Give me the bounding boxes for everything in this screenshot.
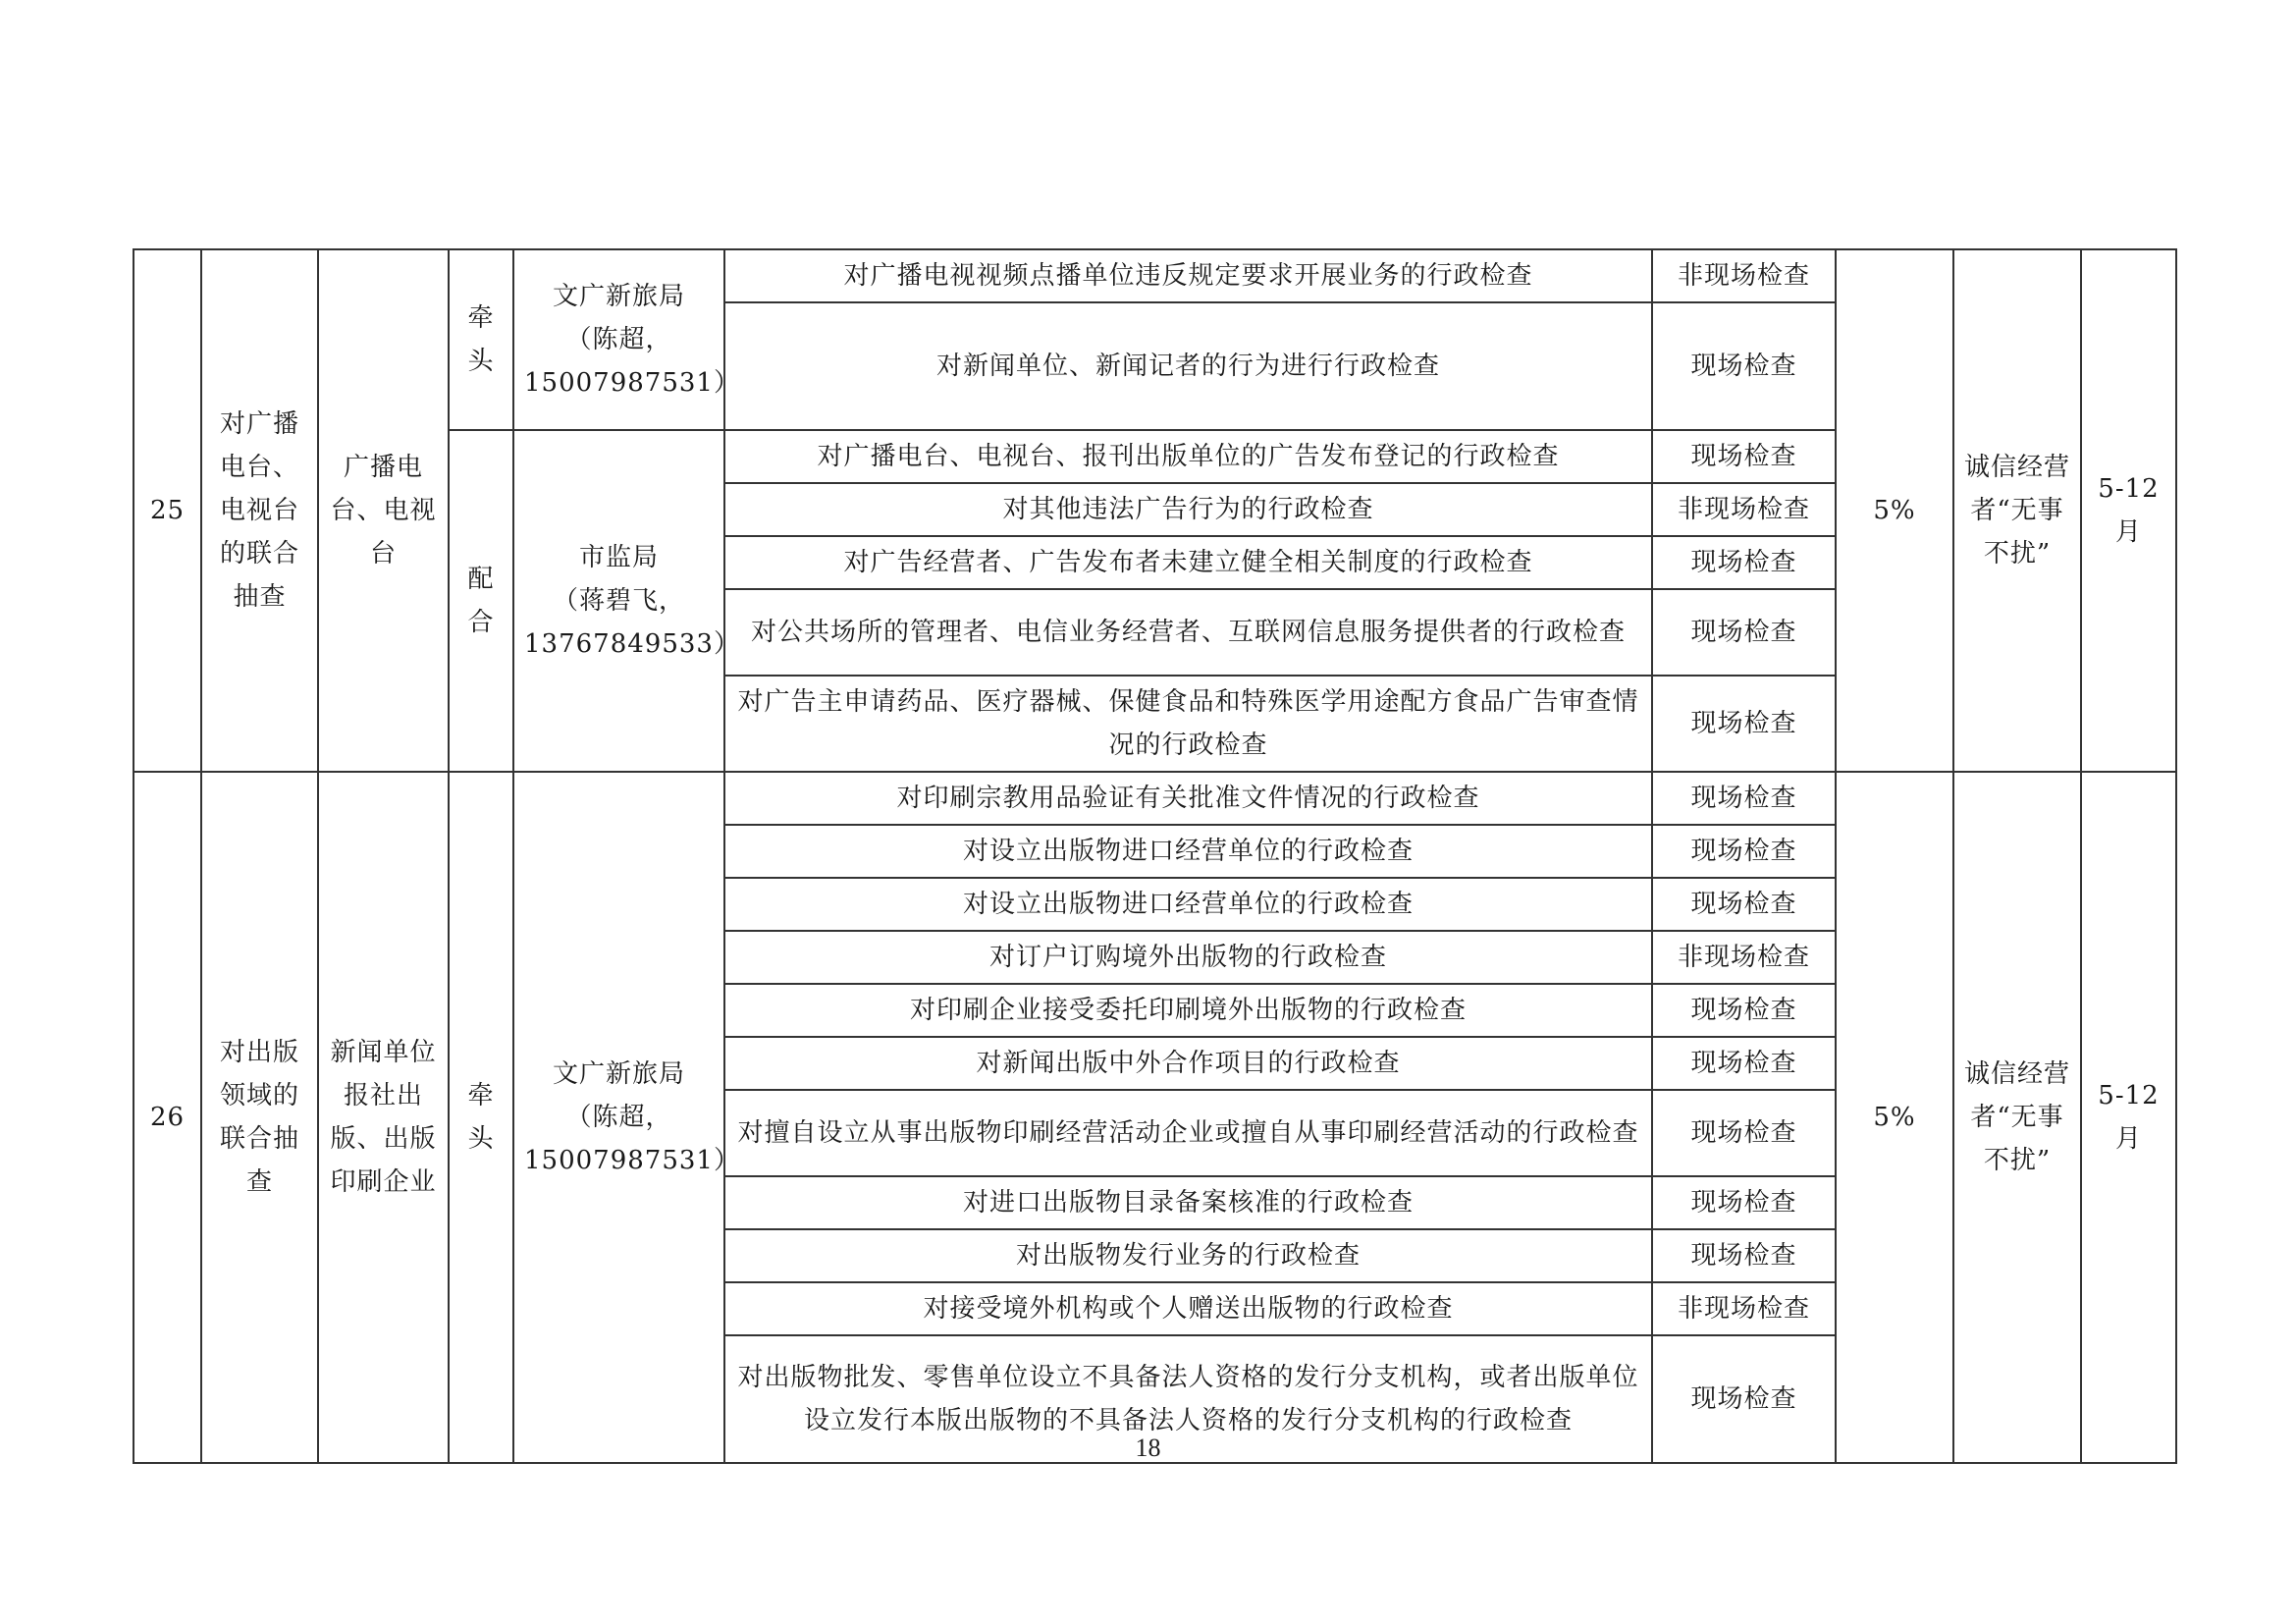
inspection-item: 对设立出版物进口经营单位的行政检查 (724, 878, 1652, 931)
inspection-target: 新闻单位报社出版、出版印刷企业 (318, 772, 449, 1463)
inspection-item: 对出版物批发、零售单位设立不具备法人资格的发行分支机构，或者出版单位设立发行本版出版物的不具备法人资格的发行分支机构的行政检查 (724, 1335, 1652, 1463)
inspection-item: 对接受境外机构或个人赠送出版物的行政检查 (724, 1282, 1652, 1335)
department (513, 249, 740, 430)
sampling-ratio: 5% (1836, 249, 1953, 772)
credit-note: 诚信经营者“无事不扰” (1953, 772, 2081, 1463)
inspection-item: 对印刷企业接受委托印刷境外出版物的行政检查 (724, 984, 1652, 1037)
department (513, 772, 740, 1463)
task-name: 对出版领域的联合抽查 (201, 772, 318, 1463)
table-row (133, 772, 2176, 825)
inspection-item: 对新闻单位、新闻记者的行为进行行政检查 (724, 302, 1652, 430)
inspection-item: 对广播电视视频点播单位违反规定要求开展业务的行政检查 (724, 249, 1652, 302)
inspection-item: 对订户订购境外出版物的行政检查 (724, 931, 1652, 984)
row-number: 25 (133, 249, 201, 772)
dept-role: 牵头 (449, 249, 513, 430)
sampling-ratio: 5% (1836, 772, 1953, 1463)
department-contact: （陈超，15007987531） (524, 1103, 740, 1175)
credit-note: 诚信经营者“无事不扰” (1953, 249, 2081, 772)
inspection-period: 5-12月 (2081, 772, 2176, 1463)
inspection-method: 现场检查 (1652, 1229, 1836, 1282)
inspection-method: 现场检查 (1652, 1090, 1836, 1176)
inspection-method: 现场检查 (1652, 984, 1836, 1037)
inspection-target: 广播电台、电视台 (318, 249, 449, 772)
inspection-method: 非现场检查 (1652, 1282, 1836, 1335)
inspection-item: 对公共场所的管理者、电信业务经营者、互联网信息服务提供者的行政检查 (724, 589, 1652, 676)
inspection-method: 非现场检查 (1652, 249, 1836, 302)
table-row (133, 249, 2176, 302)
inspection-method: 现场检查 (1652, 302, 1836, 430)
inspection-item: 对广告经营者、广告发布者未建立健全相关制度的行政检查 (724, 536, 1652, 589)
inspection-item: 对其他违法广告行为的行政检查 (724, 483, 1652, 536)
inspection-method: 现场检查 (1652, 536, 1836, 589)
department-contact: （蒋碧飞，13767849533） (524, 586, 740, 659)
department-contact: （陈超，15007987531） (524, 325, 740, 398)
inspection-table (133, 248, 2177, 1464)
inspection-item: 对新闻出版中外合作项目的行政检查 (724, 1037, 1652, 1090)
inspection-item: 对印刷宗教用品验证有关批准文件情况的行政检查 (724, 772, 1652, 825)
department-name: 文广新旅局 (552, 282, 685, 311)
inspection-method: 现场检查 (1652, 825, 1836, 878)
inspection-item: 对进口出版物目录备案核准的行政检查 (724, 1176, 1652, 1229)
row-number: 26 (133, 772, 201, 1463)
inspection-method: 非现场检查 (1652, 483, 1836, 536)
inspection-method: 现场检查 (1652, 589, 1836, 676)
inspection-method: 现场检查 (1652, 1176, 1836, 1229)
dept-role: 牵头 (449, 772, 513, 1463)
department (513, 430, 740, 772)
inspection-method: 现场检查 (1652, 1037, 1836, 1090)
department-name: 文广新旅局 (552, 1059, 685, 1089)
inspection-method: 现场检查 (1652, 430, 1836, 483)
inspection-method: 非现场检查 (1652, 931, 1836, 984)
page-number: 18 (1135, 1434, 1161, 1462)
inspection-period: 5-12月 (2081, 249, 2176, 772)
inspection-item: 对广播电台、电视台、报刊出版单位的广告发布登记的行政检查 (724, 430, 1652, 483)
inspection-method: 现场检查 (1652, 676, 1836, 772)
dept-role: 配合 (449, 430, 513, 772)
task-name: 对广播电台、电视台的联合抽查 (201, 249, 318, 772)
department-name: 市监局 (578, 543, 659, 572)
inspection-method: 现场检查 (1652, 772, 1836, 825)
inspection-item: 对广告主申请药品、医疗器械、保健食品和特殊医学用途配方食品广告审查情况的行政检查 (724, 676, 1652, 772)
inspection-item: 对设立出版物进口经营单位的行政检查 (724, 825, 1652, 878)
inspection-item: 对出版物发行业务的行政检查 (724, 1229, 1652, 1282)
inspection-method: 现场检查 (1652, 1335, 1836, 1463)
inspection-method: 现场检查 (1652, 878, 1836, 931)
inspection-item: 对擅自设立从事出版物印刷经营活动企业或擅自从事印刷经营活动的行政检查 (724, 1090, 1652, 1176)
